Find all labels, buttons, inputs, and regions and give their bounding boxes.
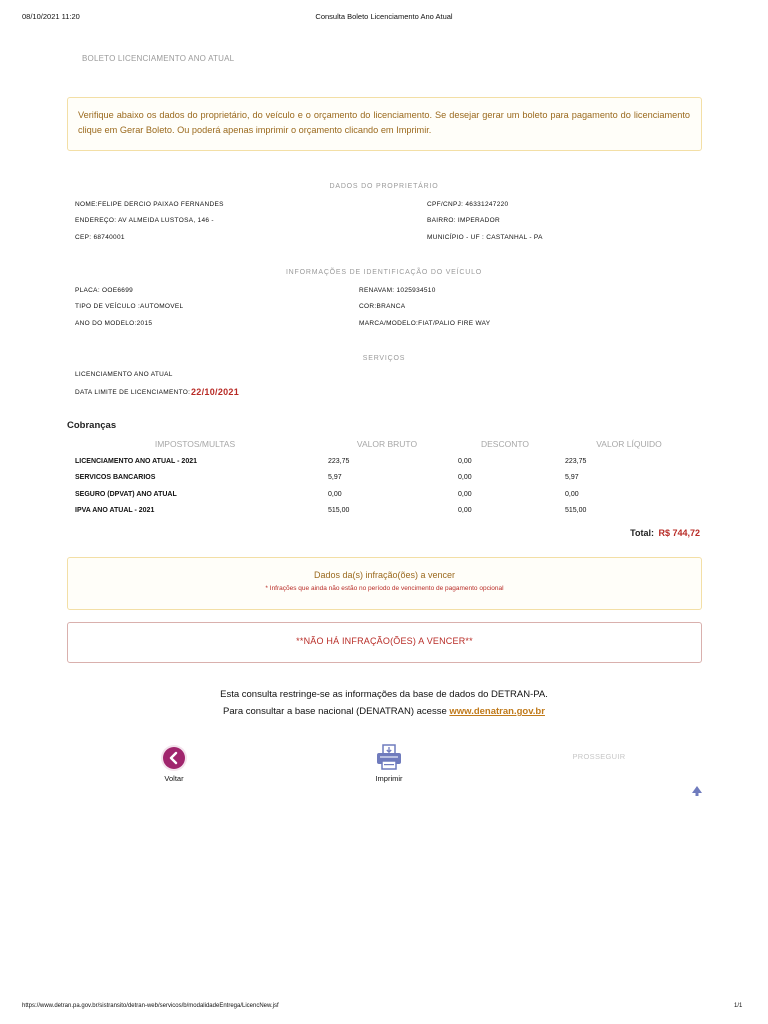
row-gross: 515,00 [328,507,350,514]
print-url: https://www.detran.pa.gov.br/sistransito/detran-web/servicos/b/modalidadeEntrega/LicencNew.jsf [22,1003,279,1009]
row-net: 0,00 [565,491,579,498]
row-net: 223,75 [565,458,587,465]
header-net: VALOR LÍQUIDO [596,439,662,449]
owner-city: MUNICÍPIO - UF : CASTANHAL - PA [427,234,543,241]
header-gross: VALOR BRUTO [356,439,418,449]
back-label[interactable]: Voltar [164,774,184,783]
arrow-up-icon [691,785,703,797]
page-heading: BOLETO LICENCIAMENTO ANO ATUAL [82,54,235,63]
row-net: 515,00 [565,507,587,514]
print-title: Consulta Boleto Licenciamento Ano Atual [315,12,453,21]
owner-address: ENDEREÇO: AV ALMEIDA LUSTOSA, 146 - [75,217,214,224]
infractions-title: Dados da(s) infração(ões) a vencer [313,570,456,580]
vehicle-type: TIPO DE VEÍCULO :AUTOMOVEL [75,303,184,310]
row-gross: 223,75 [328,458,350,465]
print-page-number: 1/1 [734,1003,743,1009]
row-discount: 0,00 [458,474,472,481]
vehicle-plate: PLACA: OOE6699 [75,287,134,294]
service-item: LICENCIAMENTO ANO ATUAL [75,371,173,378]
owner-name: NOME:FELIPE DERCIO PAIXAO FERNANDES [75,201,224,208]
vehicle-section-title: INFORMAÇÕES DE IDENTIFICAÇÃO DO VEÍCULO [285,269,483,276]
row-name: SERVICOS BANCARIOS [75,474,156,481]
back-arrow-icon [160,744,188,772]
denatran-link[interactable]: www.denatran.gov.br [449,706,545,717]
row-discount: 0,00 [458,458,472,465]
footer-note-line2 [0,706,768,717]
proceed-button[interactable]: PROSSEGUIR [572,752,626,761]
footer-note-text: Para consultar a base nacional (DENATRAN) acesse [223,706,447,717]
deadline-value: 22/10/2021 [191,387,240,397]
header-discount: DESCONTO [480,439,530,449]
row-discount: 0,00 [458,491,472,498]
print-label[interactable]: Imprimir [375,774,403,783]
total-value: R$ 744,72 [658,528,700,538]
owner-section-title: DADOS DO PROPRIETÁRIO [329,183,439,190]
scroll-top-button[interactable] [691,784,703,796]
deadline-label: DATA LIMITE DE LICENCIAMENTO: [75,389,191,396]
row-discount: 0,00 [458,507,472,514]
intro-text: Verifique abaixo os dados do proprietário, do veículo e o orçamento do licenciamento. Se desejar gerar um boleto para pagamento do licenciamento clique em Gerar Boleto. Ou poderá apenas imprimir o orçamento clicando em Imprimir. [78,110,690,135]
back-button[interactable] [160,744,188,772]
header-taxes: IMPOSTOS/MULTAS [154,439,236,449]
row-net: 5,97 [565,474,579,481]
row-gross: 5,97 [328,474,342,481]
row-name: LICENCIAMENTO ANO ATUAL - 2021 [75,458,197,465]
total-label: Total: [630,528,654,538]
owner-cpf: CPF/CNPJ: 46331247220 [427,201,509,208]
row-name: SEGURO (DPVAT) ANO ATUAL [75,491,177,498]
vehicle-brand-model: MARCA/MODELO:FIAT/PALIO FIRE WAY [359,320,491,327]
charges-total [630,523,700,541]
vehicle-model-year: ANO DO MODELO:2015 [75,320,153,327]
row-name: IPVA ANO ATUAL - 2021 [75,507,155,514]
owner-neighborhood: BAIRRO: IMPERADOR [427,217,500,224]
intro-box [67,97,702,151]
no-infractions-box [67,622,702,663]
footer-note-line1: Esta consulta restringe-se as informações da base de dados do DETRAN-PA. [220,689,548,700]
row-gross: 0,00 [328,491,342,498]
infractions-box [67,557,702,610]
print-button[interactable] [374,742,404,772]
vehicle-renavam: RENAVAM: 1025934510 [359,287,436,294]
charges-title: Cobranças [67,420,117,431]
print-datetime: 08/10/2021 11:20 [22,12,80,21]
printer-icon [374,742,404,772]
infractions-note: * Infrações que ainda não estão no período de vencimento de pagamento opcional [265,585,504,592]
owner-cep: CEP: 68740001 [75,234,125,241]
vehicle-color: COR:BRANCA [359,303,406,310]
services-section-title: SERVIÇOS [362,355,406,362]
no-infractions-message: **NÃO HÁ INFRAÇÃO(ÕES) A VENCER** [296,636,473,646]
